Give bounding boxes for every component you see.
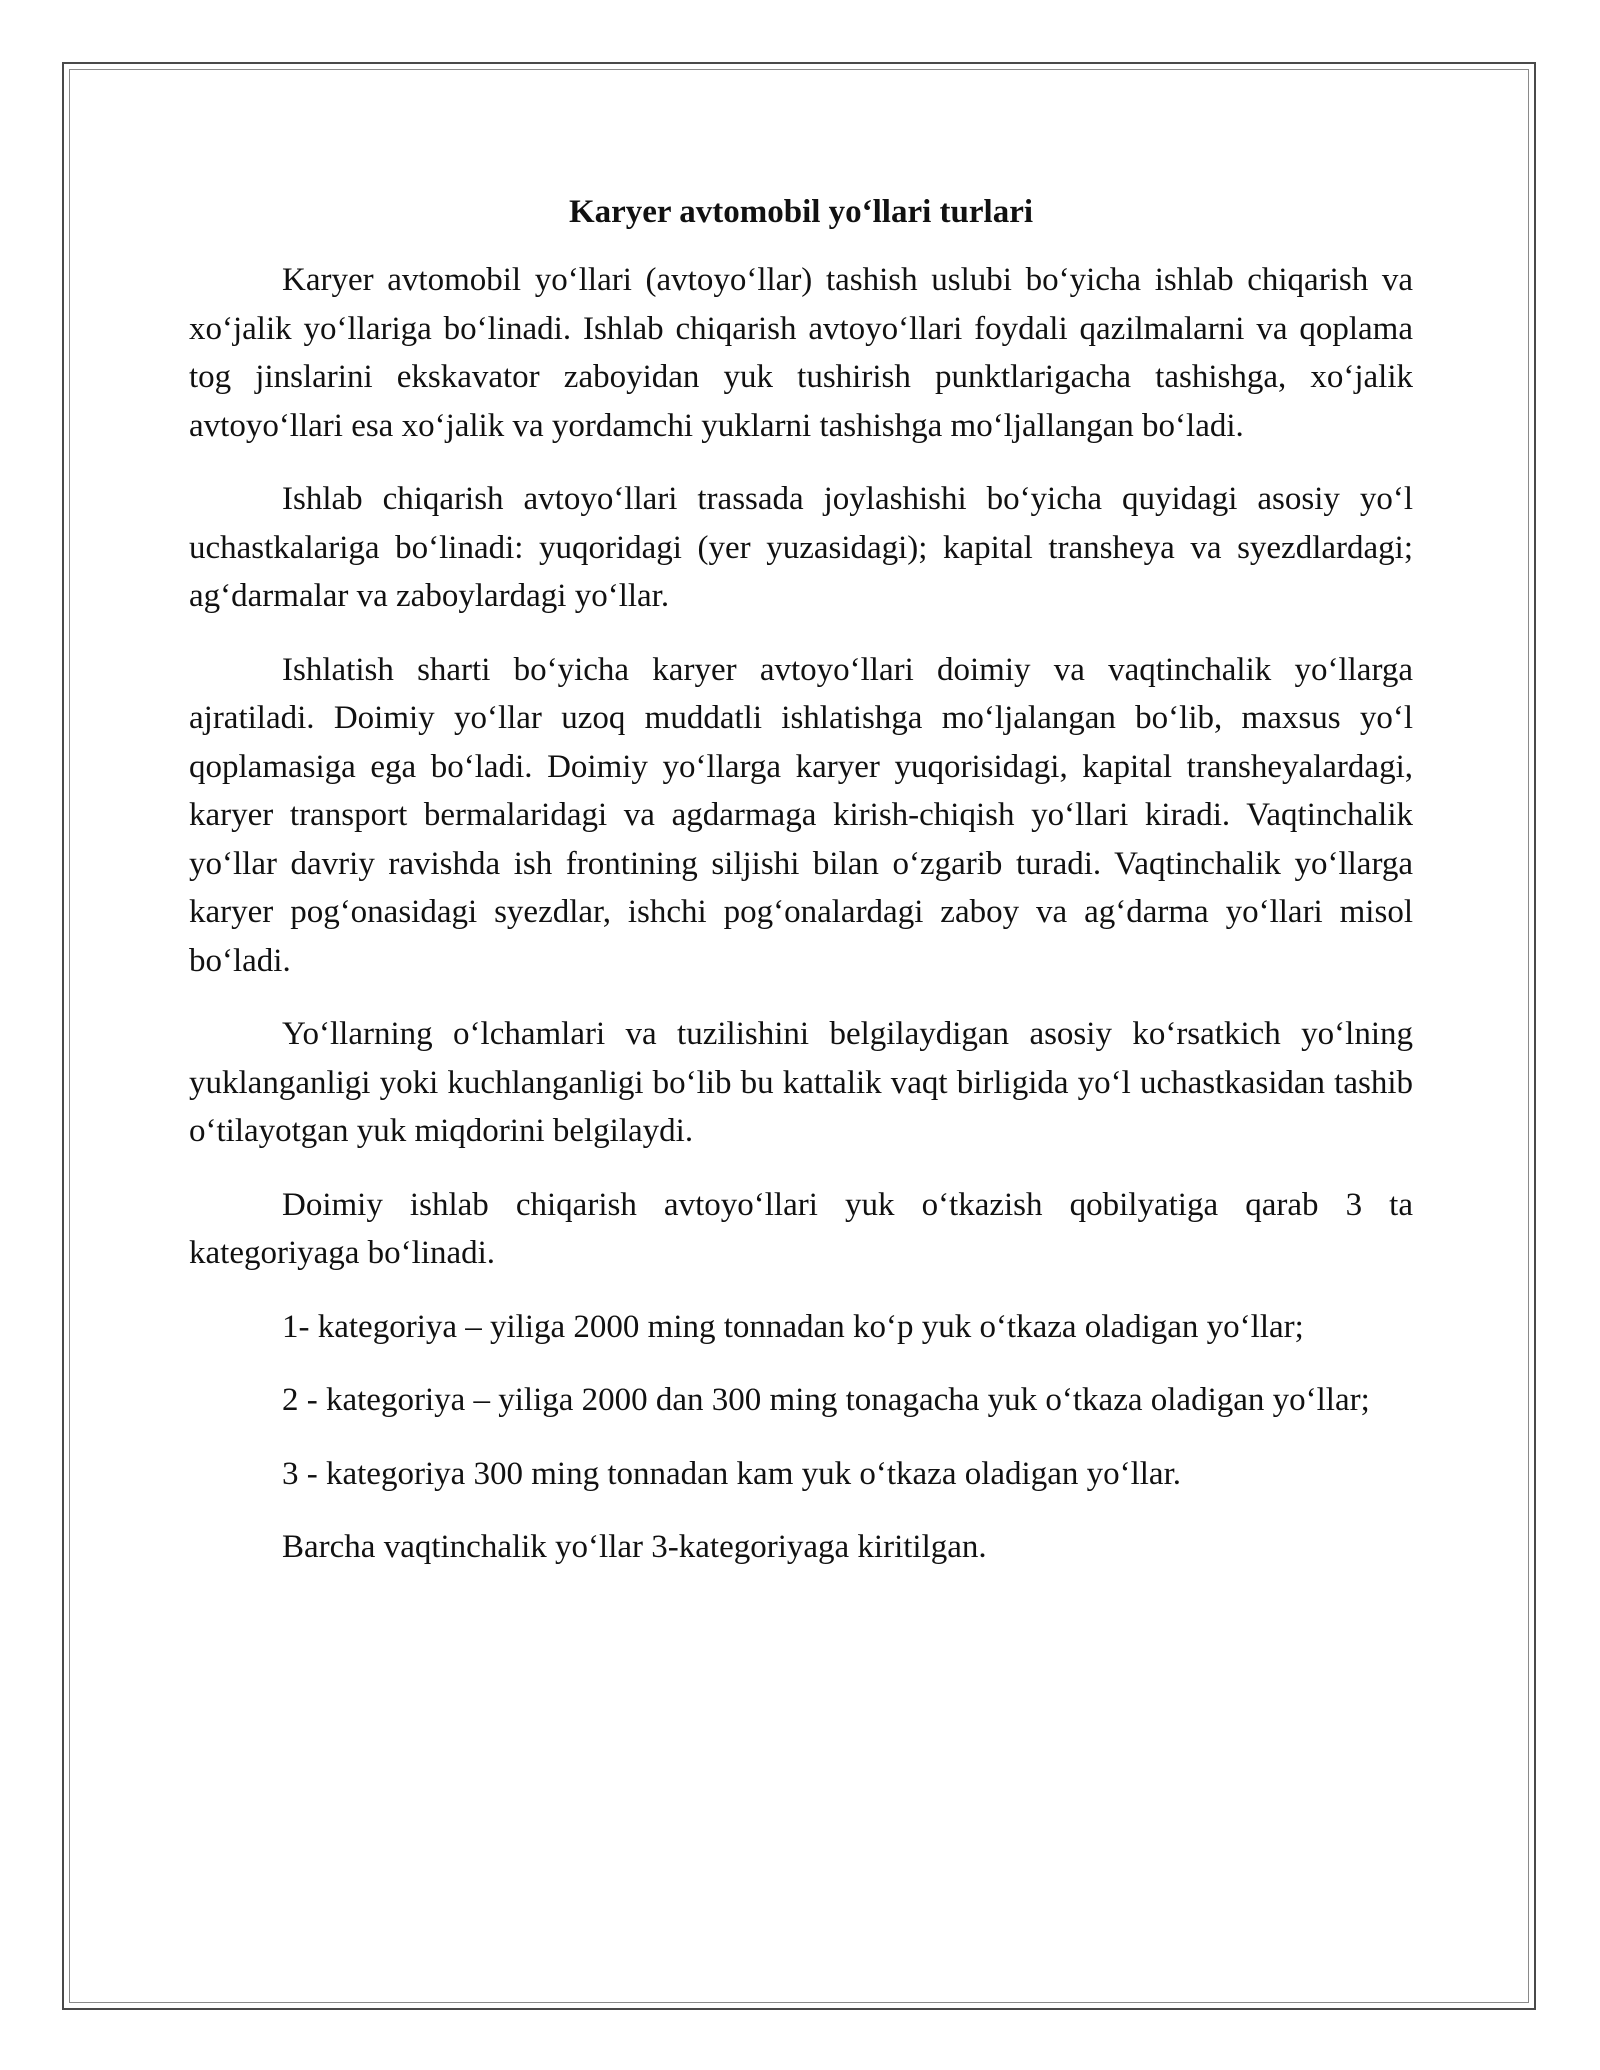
paragraph-category-3: 3 - kategoriya 300 ming tonnadan kam yuk o‘tkaza oladigan yo‘llar. xyxy=(282,1455,1181,1492)
document-title: Karyer avtomobil yo‘llari turlari xyxy=(568,194,1034,230)
paragraph-permanent-temporary-roads: Ishlatish sharti bo‘yicha karyer avtoyo‘llari doimiy va vaqtinchalik yo‘llarga ajratiladi. Doimiy yo‘llar uzoq muddatli ishlatishga mo‘ljalangan bo‘lib, maxsus yo‘l qoplamasiga ega bo‘ladi. Doimiy yo‘llarga karyer yuqorisidagi, kapital transheyalardagi, karyer transport bermalaridagi va agdarmaga kirish-chiqish yo‘llari kiradi. Vaqtinchalik yo‘llar davriy ravishda ish frontining siljishi bilan o‘zgarib turadi. Vaqtinchalik yo‘llarga karyer pog‘onasidagi syezdlar, ishchi pog‘onalardagi zaboy va ag‘darma yo‘llari misol bo‘ladi. xyxy=(189,651,1413,979)
paragraph-temporary-roads-category: Barcha vaqtinchalik yo‘llar 3-kategoriyaga kiritilgan. xyxy=(282,1529,987,1565)
paragraph-road-types-by-transport: Karyer avtomobil yo‘llari (avtoyo‘llar) tashish uslubi bo‘yicha ishlab chiqarish va xo‘jalik yo‘llariga bo‘linadi. Ishlab chiqarish avtoyo‘llari foydali qazilmalarni va qoplama tog jinslarini ekskavator zaboyidan yuk tushirish punktlarigacha tashishga, xo‘jalik avtoyo‘llari esa xo‘jalik va yordamchi yuklarni tashishga mo‘ljallangan bo‘ladi. xyxy=(189,262,1413,444)
paragraph-road-sections: Ishlab chiqarish avtoyo‘llari trassada joylashishi bo‘yicha quyidagi asosiy yo‘l uchastkalariga bo‘linadi: yuqoridagi (yer yuzasidagi); kapital transheya va syezdlardagi; ag‘darmalar va zaboylardagi yo‘llar. xyxy=(189,481,1413,614)
paragraph-category-1: 1- kategoriya – yiliga 2000 ming tonnadan ko‘p yuk o‘tkaza oladigan yo‘llar; xyxy=(282,1308,1304,1345)
paragraph-category-2: 2 - kategoriya – yiliga 2000 dan 300 ming tonagacha yuk o‘tkaza oladigan yo‘llar; xyxy=(282,1382,1370,1418)
paragraph-road-load-indicator: Yo‘llarning o‘lchamlari va tuzilishini belgilaydigan asosiy ko‘rsatkich yo‘lning yuklanganligi yoki kuchlanganligi bo‘lib bu kattalik vaqt birligida yo‘l uchastkasidan tashib o‘tilayotgan yuk miqdorini belgilaydi. xyxy=(189,1016,1413,1149)
paragraph-categories-intro: Doimiy ishlab chiqarish avtoyo‘llari yuk o‘tkazish qobilyatiga qarab 3 ta kategoriyaga bo‘linadi. xyxy=(189,1186,1413,1271)
document-body xyxy=(189,188,1413,1597)
